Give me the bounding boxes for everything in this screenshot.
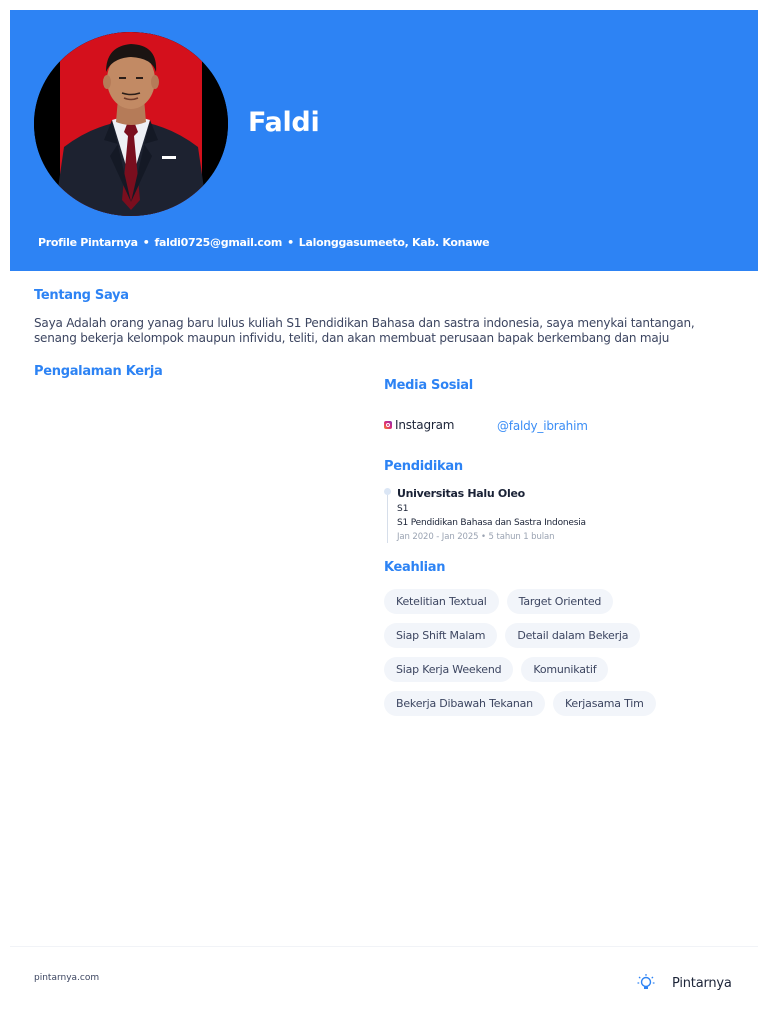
social-title: Media Sosial bbox=[384, 378, 473, 393]
about-line: senang bekerja kelompok maupun infividu, teliti, dan akan membuat perusaan bapak berkembang dan maju bbox=[34, 331, 670, 345]
brand-name: Pintarnya bbox=[672, 976, 732, 991]
profile-link[interactable]: Profile Pintarnya bbox=[38, 236, 138, 249]
separator-dot: • bbox=[142, 236, 150, 249]
about-text bbox=[34, 316, 734, 346]
contact-line bbox=[38, 236, 489, 249]
instagram-icon bbox=[384, 421, 392, 429]
major-text: S1 Pendidikan Bahasa dan Sastra Indonesia bbox=[397, 518, 586, 528]
skill-chip: Kerjasama Tim bbox=[553, 691, 656, 716]
skill-chip: Detail dalam Bekerja bbox=[505, 623, 640, 648]
profile-name: Faldi bbox=[248, 107, 320, 138]
avatar bbox=[34, 32, 228, 216]
location-text: Lalonggasumeeto, Kab. Konawe bbox=[298, 236, 490, 249]
degree-text: S1 bbox=[397, 504, 409, 514]
lightbulb-icon bbox=[636, 973, 656, 993]
skill-chip: Target Oriented bbox=[507, 589, 614, 614]
social-platform: Instagram bbox=[395, 418, 455, 432]
footer-url-link[interactable]: pintarnya.com bbox=[34, 973, 100, 983]
skill-chip: Ketelitian Textual bbox=[384, 589, 499, 614]
skill-row bbox=[384, 691, 724, 716]
profile-photo bbox=[34, 32, 228, 216]
skills-title: Keahlian bbox=[384, 560, 446, 575]
skill-row bbox=[384, 623, 724, 648]
separator-dot: • bbox=[287, 236, 294, 249]
profile-header bbox=[10, 10, 758, 271]
about-title: Tentang Saya bbox=[34, 288, 129, 303]
skill-chip: Siap Kerja Weekend bbox=[384, 657, 513, 682]
skill-chip: Siap Shift Malam bbox=[384, 623, 497, 648]
education-title: Pendidikan bbox=[384, 459, 463, 474]
footer-divider bbox=[10, 946, 758, 947]
timeline-dot bbox=[384, 488, 391, 495]
skill-row bbox=[384, 589, 724, 614]
skills-list bbox=[384, 589, 724, 725]
skill-row bbox=[384, 657, 724, 682]
social-item-instagram bbox=[384, 418, 724, 436]
education-item bbox=[384, 487, 724, 547]
skill-chip: Komunikatif bbox=[521, 657, 608, 682]
school-name: Universitas Halu Oleo bbox=[397, 487, 525, 500]
about-line: Saya Adalah orang yanag baru lulus kuliah S1 Pendidikan Bahasa dan sastra indonesia, saya menykai tantangan, bbox=[34, 316, 695, 330]
skill-chip: Bekerja Dibawah Tekanan bbox=[384, 691, 545, 716]
social-handle-link[interactable]: @faldy_ibrahim bbox=[497, 419, 588, 433]
experience-title: Pengalaman Kerja bbox=[34, 364, 163, 379]
timeline-line bbox=[387, 491, 388, 543]
education-dates: Jan 2020 - Jan 2025 • 5 tahun 1 bulan bbox=[397, 532, 555, 542]
email-text[interactable]: faldi0725@gmail.com bbox=[154, 236, 283, 249]
